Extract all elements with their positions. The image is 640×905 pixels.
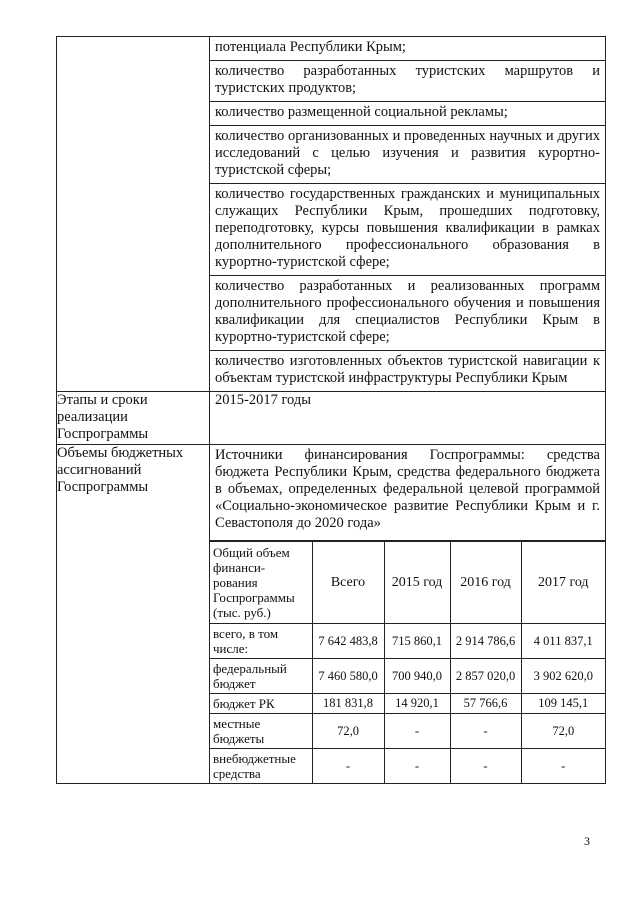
table-cell: 4 011 837,1 <box>521 624 605 659</box>
budget-cell <box>210 445 606 784</box>
header-cell: Всего <box>312 542 384 624</box>
header-cell: 2015 год <box>384 542 450 624</box>
table-cell: 2 914 786,6 <box>450 624 521 659</box>
indicator-item: количество изготовленных объектов туристской навигации к объектам туристской инфраструктуры Республики Крым <box>215 353 600 386</box>
table-row <box>210 694 605 714</box>
table-cell: 715 860,1 <box>384 624 450 659</box>
row-label: федеральный бюджет <box>210 659 312 694</box>
table-cell: 72,0 <box>521 714 605 749</box>
row-label: внебюджетные средства <box>210 749 312 784</box>
table-cell: 72,0 <box>312 714 384 749</box>
passport-table <box>56 36 606 784</box>
budget-label: Объемы бюджетных ассигнований Госпрограммы <box>57 445 210 784</box>
financing-table <box>210 541 605 783</box>
budget-row <box>57 445 606 784</box>
stages-row <box>57 392 606 445</box>
indicator-item: потенциала Республики Крым; <box>210 37 605 61</box>
table-cell: - <box>384 749 450 784</box>
indicators-row <box>57 37 606 392</box>
table-row <box>210 714 605 749</box>
header-cell: Общий объем финанси-рования Госпрограммы (тыс. руб.) <box>210 542 312 624</box>
page-number: 3 <box>584 834 590 848</box>
financing-header-row <box>210 542 605 624</box>
header-cell: 2017 год <box>521 542 605 624</box>
row-label: местные бюджеты <box>210 714 312 749</box>
table-cell: - <box>384 714 450 749</box>
table-cell: - <box>312 749 384 784</box>
table-cell: 7 642 483,8 <box>312 624 384 659</box>
indicator-item: количество разработанных туристских маршрутов и туристских продуктов; <box>210 61 605 102</box>
header-cell: 2016 год <box>450 542 521 624</box>
table-cell: - <box>450 714 521 749</box>
table-row <box>210 624 605 659</box>
budget-intro: Источники финансирования Госпрограммы: средства бюджета Республики Крым, средства федерального бюджета в объемах, определенных федеральной целевой программой «Социально-экономическое развитие Республики Крым и г. Севастополя до 2020 года» <box>210 445 605 541</box>
stages-value: 2015-2017 годы <box>210 392 606 445</box>
table-cell: - <box>450 749 521 784</box>
indicator-item: количество организованных и проведенных научных и других исследований с целью изучения и развития курортно-туристской сферы; <box>210 126 605 184</box>
row-label: бюджет РК <box>210 694 312 714</box>
table-cell: 700 940,0 <box>384 659 450 694</box>
table-cell: 7 460 580,0 <box>312 659 384 694</box>
table-cell: 2 857 020,0 <box>450 659 521 694</box>
indicators-list-cell <box>210 37 606 392</box>
table-cell: 57 766,6 <box>450 694 521 714</box>
stages-label: Этапы и сроки реализации Госпрограммы <box>57 392 210 445</box>
table-row <box>210 749 605 784</box>
table-cell: 14 920,1 <box>384 694 450 714</box>
indicator-item: количество государственных гражданских и муниципальных служащих Республики Крым, прошедших подготовку, переподготовку, курсы повышения квалификации в рамках дополнительного профессионального образования в курортно-туристской сфере; <box>210 184 605 276</box>
table-row <box>210 659 605 694</box>
table-cell: 109 145,1 <box>521 694 605 714</box>
indicator-item: количество разработанных и реализованных программ дополнительного профессионального обучения и повышения квалификации для специалистов Республики Крым в курортно-туристской сфере; <box>210 276 605 351</box>
table-cell: 181 831,8 <box>312 694 384 714</box>
table-cell: - <box>521 749 605 784</box>
indicator-item: количество размещенной социальной рекламы; <box>210 102 605 126</box>
table-cell: 3 902 620,0 <box>521 659 605 694</box>
row-label: всего, в том числе: <box>210 624 312 659</box>
indicators-label-cell <box>57 37 210 392</box>
